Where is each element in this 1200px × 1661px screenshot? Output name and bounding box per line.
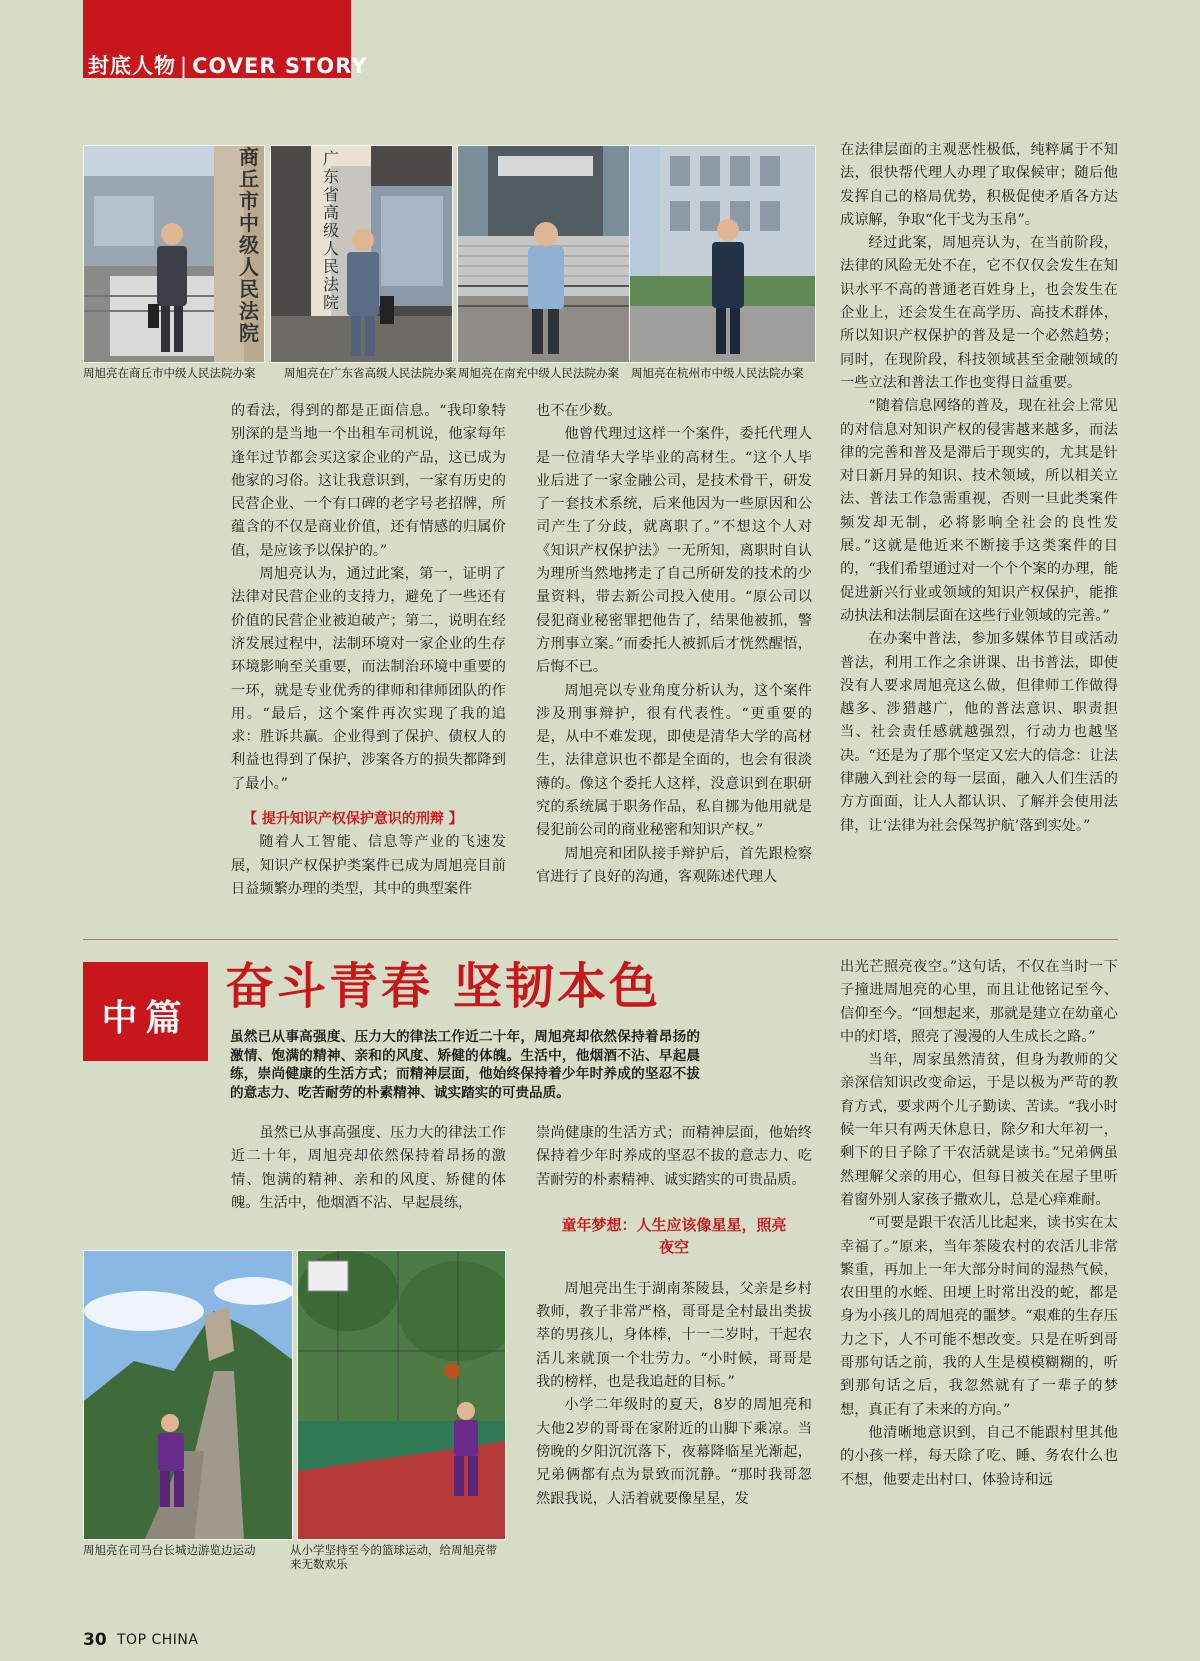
paragraph: 他清晰地意识到，自己不能跟村里其他的小孩一样，每天除了吃、睡、务农什么也不想，他要走出村口，体验诗和远 bbox=[840, 1424, 1118, 1488]
court-sign-2: 广东省高级人民法院 bbox=[323, 149, 340, 312]
magazine-name: TOP CHINA bbox=[117, 1632, 199, 1648]
column-3 bbox=[840, 139, 1118, 838]
header-separator: | bbox=[180, 54, 189, 78]
paragraph: 周旭亮和团队接手辩护后，首先跟检察官进行了良好的沟通，客观陈述代理人 bbox=[536, 845, 812, 885]
paragraph: 经过此案，周旭亮认为，在当前阶段，法律的风险无处不在，它不仅仅会发生在知识水平不高的普通老百姓身上，也会发生在企业上，还会发生在高学历、高技术群体，所以知识产权保护的普及是一个必然趋势；同时，在现阶段，科技领域甚至金融领域的一些立法和普法工作也变得日益重要。 bbox=[840, 235, 1118, 391]
section-intro: 虽然已从事高强度、压力大的律法工作近二十年，周旭亮却依然保持着昂扬的激情、饱满的精神、亲和的风度、矫健的体魄。生活中，他烟酒不沾、早起晨练，崇尚健康的生活方式；而精神层面，他始终保持着少年时养成的坚忍不拔的意志力、吃苦耐劳的朴素精神、诚实踏实的可贵品质。 bbox=[230, 1029, 700, 1101]
paragraph: 的看法，得到的都是正面信息。“我印象特别深的是当地一个出租车司机说，他家每年逢年过节都会买这家企业的产品，这已成为他家的习俗。这让我意识到，一家有历史的民营企业、一个有口碑的老字号老招牌，所蕴含的不仅是商业价值，还有情感的归属价值，是应该予以保护的。” bbox=[231, 403, 506, 559]
court-sign-1: 商丘市中级人民法院 bbox=[239, 145, 259, 345]
part-label: 中篇 bbox=[101, 998, 190, 1039]
photo-great-wall bbox=[83, 1250, 293, 1540]
caption-shangqiu: 周旭亮在商丘市中级人民法院办案 bbox=[83, 366, 256, 380]
section-divider bbox=[83, 939, 1118, 940]
section-label: COVER STORY bbox=[192, 54, 368, 78]
paragraph: 在法律层面的主观恶性极低，纯粹属于不知法，很快帮代理人办理了取保候审；随后他发挥自己的格局优势，积极促使矛盾各方达成谅解，争取“化干戈为玉帛”。 bbox=[840, 142, 1118, 228]
lower-column-2 bbox=[536, 1122, 812, 1511]
paragraph: 虽然已从事高强度、压力大的律法工作近二十年，周旭亮却依然保持着昂扬的激情、饱满的精神、亲和的风度、矫健的体魄。生活中，他烟酒不沾、早起晨练， bbox=[231, 1125, 506, 1211]
paragraph: 也不在少数。 bbox=[536, 403, 622, 419]
section-name: 封底人物 bbox=[88, 54, 176, 78]
paragraph: 出光芒照亮夜空。”这句话，不仅在当时一下子撞进周旭亮的心里，而且让他铭记至今、信仰至今。“回想起来，那就是建立在幼童心中的灯塔，照亮了漫漫的人生成长之路。” bbox=[840, 959, 1118, 1045]
paragraph: 周旭亮出生于湖南茶陵县，父亲是乡村教师，教子非常严格，哥哥是全村最出类拔萃的男孩儿，身体棒，十一二岁时，干起农活儿来就顶一个壮劳力。“小时候，哥哥是我的榜样，也是我追赶的目标。” bbox=[536, 1280, 812, 1391]
paragraph: 崇尚健康的生活方式；而精神层面，他始终保持着少年时养成的坚忍不拔的意志力、吃苦耐劳的朴素精神、诚实踏实的可贵品质。 bbox=[536, 1125, 812, 1188]
paragraph: “随着信息网络的普及，现在社会上常见的对信息对知识产权的侵害越来越多，而法律的完善和普及是滞后于现实的，尤其是针对日新月异的知识、技术领域，所以相关立法、普法工作急需重视，否则一旦此类案件频发却无制，必将影响全社会的良性发展。”这就是他近来不断接手这类案件的目的，“我们希望通过对一个个个案的办理，能促进新兴行业或领域的知识产权保护，能推动执法和法制层面在这些行业领域的完善。” bbox=[840, 398, 1118, 624]
subheading-ip-defense: 【 提升知识产权保护意识的刑辩 】 bbox=[243, 811, 463, 828]
section-title: 奋斗青春 坚韧本色 bbox=[225, 957, 662, 1015]
column-1 bbox=[231, 400, 506, 901]
caption-nanchong: 周旭亮在南充中级人民法院办案 bbox=[458, 366, 619, 380]
section-header bbox=[88, 50, 367, 80]
caption-basketball: 从小学坚持至今的篮球运动，给周旭亮带来无数欢乐 bbox=[290, 1543, 497, 1571]
paragraph: “可要是跟干农活儿比起来，读书实在太幸福了。”原来，当年茶陵农村的农活儿非常繁重，再加上一年大部分时间的湿热气候，农田里的水蛭、田埂上时常出没的蛇，都是身为小孩儿的周旭亮的噩梦。“艰难的生存压力之下，人不可能不想改变。只是在听到哥哥那句话之前，我的人生是模模糊糊的，听到那句话之后，我忽然就有了一辈子的梦想，真正有了未来的方向。” bbox=[840, 1215, 1118, 1418]
subheading-childhood-dream: 童年梦想：人生应该像星星，照亮夜空 bbox=[561, 1215, 787, 1256]
page-number: 30 bbox=[83, 1630, 107, 1650]
column-2 bbox=[536, 400, 812, 889]
paragraph: 在办案中普法，参加多媒体节目或活动普法，利用工作之余讲课、出书普法，即使没有人要求周旭亮这么做，但律师工作做得越多、涉猎越广，他的普法意识、职责担当、社会责任感就越强烈，行动力也越坚决。“还是为了那个坚定又宏大的信念：让法律融入到社会的每一层面，融入人们生活的方方面面，让人人都认识、了解并会使用法律，让‘法律为社会保驾护航’落到实处。” bbox=[840, 631, 1118, 834]
photo-guangdong-court bbox=[270, 145, 453, 363]
paragraph: 当年，周家虽然清贫，但身为教师的父亲深信知识改变命运，于是以极为严苛的教育方式，要求两个儿子勤读、苦读。“我小时候一年只有两天休息日，除夕和大年初一，剩下的日子除了干农活就是读书。”兄弟俩虽然理解父亲的用心，但每日被关在屋子里听着窗外别人家孩子撒欢儿，总是心痒难耐。 bbox=[840, 1052, 1118, 1208]
paragraph: 小学二年级时的夏天，8岁的周旭亮和大他2岁的哥哥在家附近的山脚下乘凉。当傍晚的夕阳沉沉落下，夜幕降临星光渐起，兄弟俩都有点为景致而沉静。“那时我哥忽然跟我说，人活着就要像星星，发 bbox=[536, 1397, 812, 1507]
caption-great-wall: 周旭亮在司马台长城边游览边运动 bbox=[83, 1543, 256, 1557]
photo-nanchong-court bbox=[457, 145, 632, 363]
lower-column-3 bbox=[840, 956, 1118, 1492]
paragraph: 他曾代理过这样一个案件，委托代理人是一位清华大学毕业的高材生。“这个人毕业后进了一家金融公司，是技术骨干，研发了一套技术系统，后来他因为一些原因和公司产生了分歧，就离职了。”不想这个人对《知识产权保护法》一无所知，离职时自认为理所当然地拷走了自己所研发的技术的少量资料，带去新公司投入使用。“原公司以侵犯商业秘密罪把他告了，结果他被抓，警方刑事立案。”而委托人被抓后才恍然醒悟，后悔不已。 bbox=[536, 426, 812, 676]
photo-shangqiu-court bbox=[83, 145, 265, 363]
caption-guangdong: 周旭亮在广东省高级人民法院办案 bbox=[284, 366, 457, 380]
paragraph: 周旭亮以专业角度分析认为，这个案件涉及刑事辩护，很有代表性。“更重要的是，从中不难发现，即使是清华大学的高材生，法律意识也不都是全面的，也会有很淡薄的。像这个委托人这样，没意识到在职研究的系统属于职务作品，私自挪为他用就是侵犯前公司的商业秘密和知识产权。” bbox=[536, 682, 812, 839]
paragraph: 随着人工智能、信息等产业的飞速发展，知识产权保护类案件已成为周旭亮目前日益频繁办理的类型，其中的典型案件 bbox=[231, 834, 506, 897]
lower-column-1 bbox=[231, 1122, 506, 1215]
photo-hangzhou-court bbox=[629, 145, 816, 363]
caption-hangzhou: 周旭亮在杭州市中级人民法院办案 bbox=[631, 366, 804, 380]
paragraph: 周旭亮认为，通过此案，第一，证明了法律对民营企业的支持力，避免了一些还有价值的民营企业被迫破产；第二，说明在经济发展过程中，法制环境对一家企业的生存环境影响至关重要，而法制治环境中重要的一环，就是专业优秀的律师和律师团队的作用。“最后，这个案件再次实现了我的追求：胜诉共赢。企业得到了保护、债权人的利益也得到了保护，涉案各方的损失都降到了最小。” bbox=[231, 566, 506, 792]
photo-basketball bbox=[297, 1250, 506, 1540]
